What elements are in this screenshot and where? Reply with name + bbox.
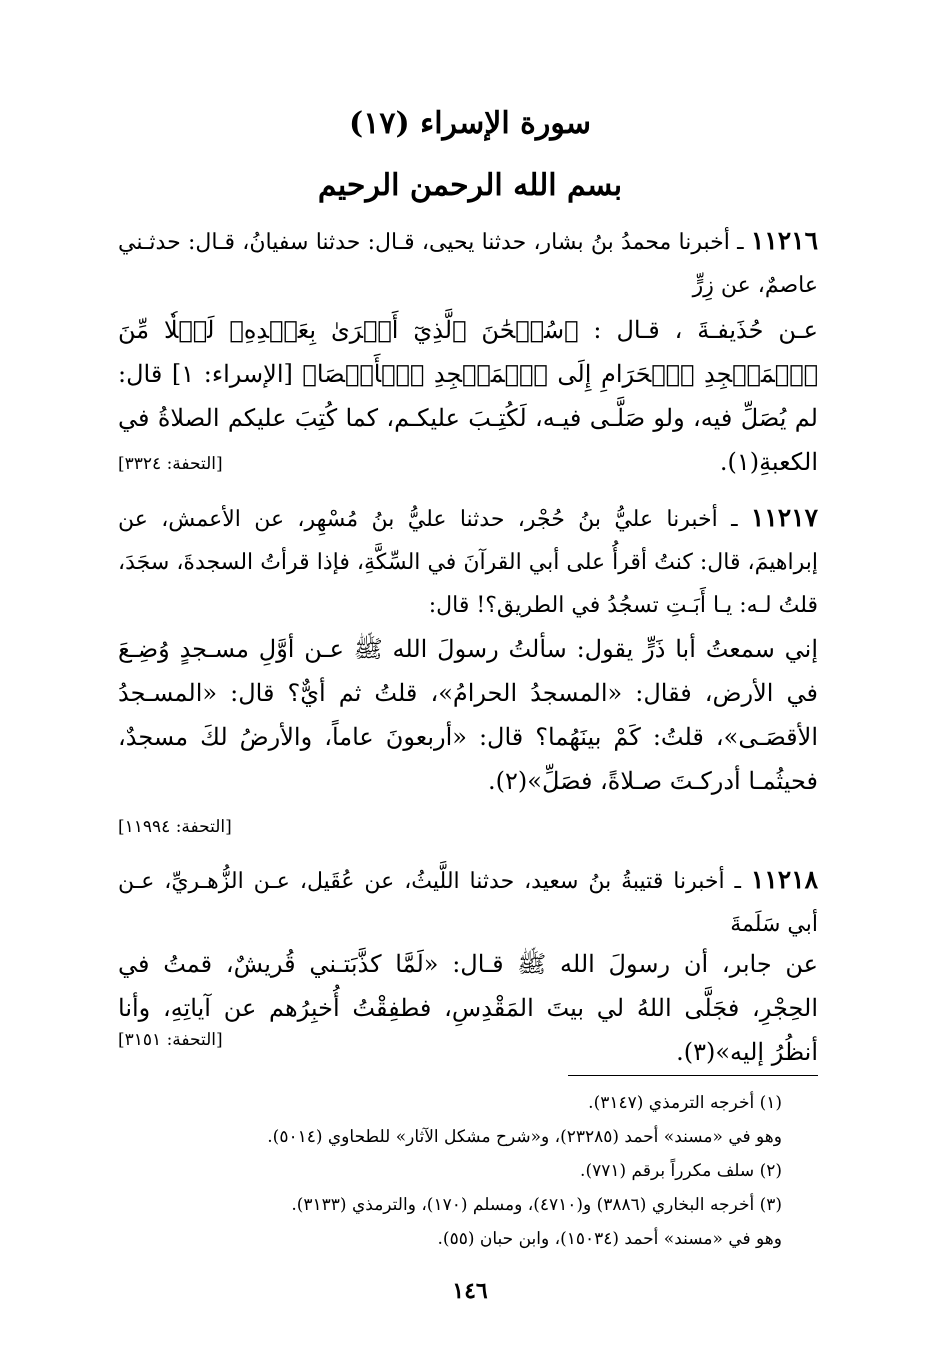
footnotes (142, 1086, 782, 1256)
hadith-matn-11218: عن جابر، أن رسولَ الله ﷺ قـال: «لَمَّا كذَّبَتـني قُريشٌ، قمتُ في الحِجْرِ، فجَلَّى اللهُ لي بيتَ المَقْدِسِ، فطفِقْتُ أُخبِرُهم عن آياتِهِ، وأنا أنظُرُ إليه»(٣). (118, 950, 818, 1066)
hadith-isnad-11218 (118, 858, 818, 946)
hadith-isnad-11217 (118, 496, 818, 627)
surah-title: سورة الإسراء (١٧) (349, 106, 591, 141)
hadith-isnad-text: ـ أخبرنا محمدُ بنُ بشار، حدثنا يحيى، قـال: حدثنا سفيانُ، قـال: حدثـني عاصمٌ، عن زِرٍّ (118, 230, 818, 298)
hadith-isnad-text: ـ أخبرنا عليُّ بنُ حُجْر، حدثنا عليُّ بنُ مُسْهِر، عن الأعمش، عن إبراهيمَ، قال: كنتُ أقرأُ على أبي القرآنَ في السِّكَّةِ، فإذا قرأتُ السجدةَ، سجَدَ، قلتُ لـه: يـا أَبَـتِ تسجُدُ في الطريق؟! قال: (118, 507, 818, 618)
footnote-line: وهو في «مسند» أحمد (٢٣٢٨٥)، و«شرح مشكل الآثار» للطحاوي (٥٠١٤). (267, 1127, 782, 1147)
page-number: ١٤٦ (452, 1278, 488, 1304)
hadith-matn-11216: عـن حُذَيفـةَ ، قـال : ﴿سُبۡحَٰنَ ٱلَّذِيٓ أَسۡرَىٰ بِعَبۡدِهِۦ لَيۡلٗا مِّنَ ٱلۡمَسۡجِدِ ٱلۡحَرَامِ إِلَى ٱلۡمَسۡجِدِ ٱلۡأَقۡصَا﴾ [الإسراء: ١] قال: لم يُصَلِّ فيه، ولو صَلَّـى فيـه، لَكُتِـبَ عليكـم، كما كُتِبَ عليكم الصلاةُ في الكعبةِ(١). (118, 316, 819, 476)
hadith-number: ١١٢١٧ (750, 503, 819, 532)
tuhfa-reference: [التحفة: ٣١٥١] (118, 1030, 223, 1050)
tuhfa-reference: [التحفة: ١١٩٩٤] (118, 817, 232, 837)
footnote-line: وهو في «مسند» أحمد (١٥٠٣٤)، وابن حبان (٥٥). (437, 1229, 782, 1249)
hadith-isnad-11216 (118, 219, 818, 307)
footnote-separator (568, 1075, 818, 1076)
footnote-line: (٣) أخرجه البخاري (٣٨٨٦) و(٤٧١٠)، ومسلم (١٧٠)، والترمذي (٣١٣٣). (291, 1195, 782, 1215)
footnote-line: (١) أخرجه الترمذي (٣١٤٧). (588, 1093, 782, 1113)
basmala: بسم الله الرحمن الرحيم (317, 168, 623, 203)
hadith-isnad-text: ـ أخبرنا قتيبةُ بنُ سعيد، حدثنا اللَّيثُ، عن عُقَيل، عـن الزُّهـريِّ، عـن أبي سَلَمةَ (118, 869, 818, 937)
footnote-line: (٢) سلف مكرراً برقم (٧٧١). (580, 1161, 782, 1181)
hadith-number: ١١٢١٨ (750, 865, 818, 894)
hadith-number: ١١٢١٦ (750, 226, 818, 255)
tuhfa-reference: [التحفة: ٣٣٢٤] (118, 454, 223, 474)
hadith-matn-11217: إني سمعتُ أبا ذَرٍّ يقول: سألتُ رسولَ الله ﷺ عـن أوَّلِ مسـجدٍ وُضِـعَ في الأرض، فقال: «المسجدُ الحرامُ»، قلتُ ثم أيٌّ؟ قال: «المسـجدُ الأقصَـى»، قلتُ: كَمْ بينَهُما؟ قال: «أربعونَ عاماً، والأرضُ لكَ مسجدٌ، فحيثُمـا أدركـتَ صـلاةً، فصَلِّ»(٢). (118, 635, 818, 795)
